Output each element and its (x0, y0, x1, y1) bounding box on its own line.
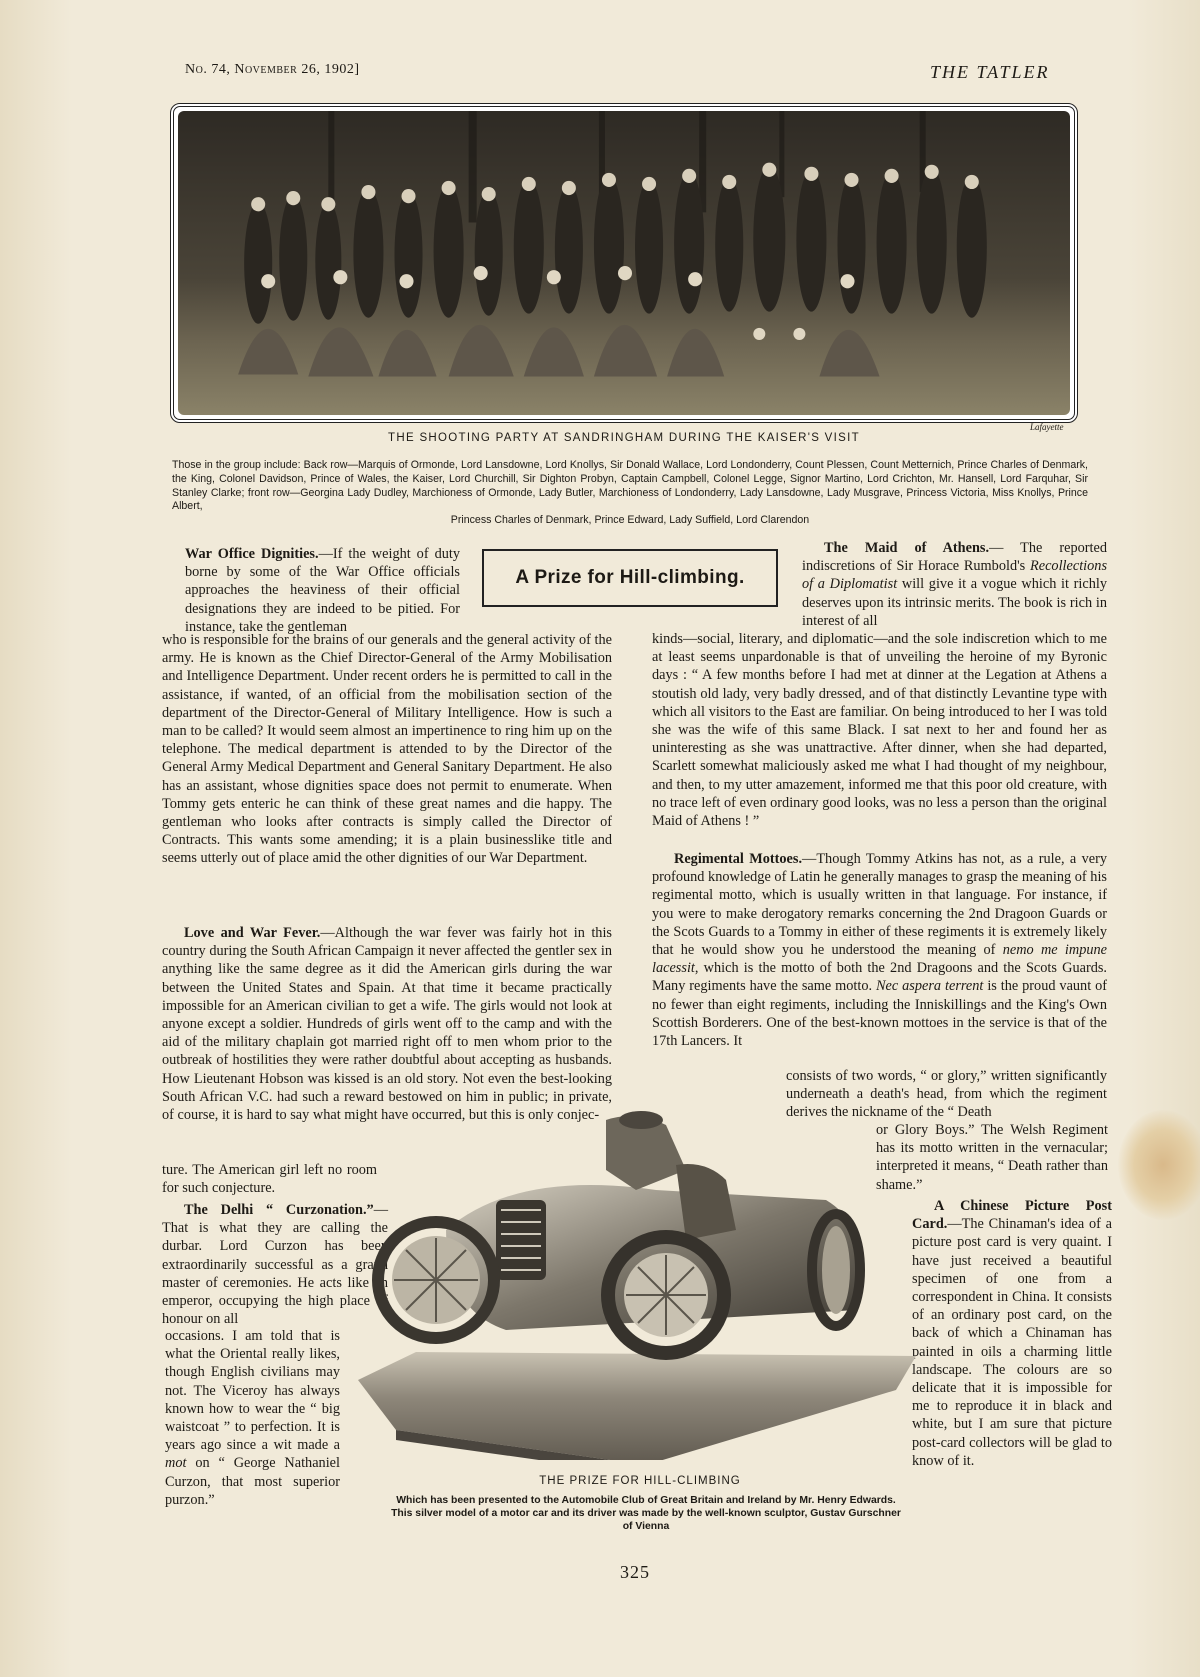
delhi-text-c: on “ George Nathaniel Curzon, that most superior purzon.” (165, 1455, 340, 1508)
mottoes-heading: Regimental Mottoes. (674, 851, 803, 867)
paper-stain (1118, 1110, 1200, 1220)
war-office-text-a: —If the weight of duty borne by some of the War Office officials approaches the heaviness of their official designations they are indeed to be pitied. For instance, take the gentleman (185, 546, 460, 635)
prize-caption-title: THE PRIZE FOR HILL-CLIMBING (539, 1475, 741, 1487)
maid-paragraph-cont: kinds—social, literary, and diplomatic—and the sole indiscretion which to me at least seems unpardonable is that of unveiling the heroine of my Byronic days : “ A few months before I had met at dinner at the Legation at Athens a stoutish old lady, very badly dressed, and of that distinctly Levantine type with which all visitors to the East are familiar. On being introduced to her I was told she was the wife of this same Black. I sat next to her and found her as uninteresting as she was unattractive. After dinner, when she had departed, Scarlett somewhat maliciously asked me what I had thought of my neighbour, and then, to my utter amazement, informed me that this poor old creature, with no trace left of even ordinary good looks, was no less a person than the original Maid of Athens ! ” (652, 631, 1107, 830)
group-photo-image (178, 111, 1070, 415)
love-war-text: —Although the war fever was fairly hot in this country during the South African Campaign it never affected the gentler sex in anything like the same degree as it did the American girls during the war between the United States and Spain. At that time it became practically impossible for an American civilian to get a wife. The girls would not look at anyone except a soldier. Hundreds of girls went off to the camp and with the aid of the military chaplain got married right off to men whom prior to the outbreak of hostilities they were rather doubtful about accepting as husbands. How Lieutenant Hobson was kissed is an old story. Not even the best-looking South African V.C. had such a reward bestowed on him in public; in private, of course, it is hard to say what might have occurred, but this is only conjec- (162, 925, 612, 1124)
photo-caption-title: THE SHOOTING PARTY AT SANDRINGHAM DURING THE KAISER'S VISIT (388, 432, 860, 444)
issue-date: No. 74, November 26, 1902] (185, 62, 360, 77)
prize-headline-box: A Prize for Hill-climbing. (482, 549, 778, 607)
prize-caption-body: Which has been presented to the Automobile Club of Great Britain and Ireland by Mr. Henry Edwards. This silver model of a motor car and its driver was made by the well-known sculptor, Gustav Gurschner of Vienna (391, 1495, 901, 1533)
war-office-paragraph-start (185, 545, 460, 636)
magazine-title: THE TATLER (930, 62, 1050, 82)
chinese-heading: A Chinese Picture Post Card. (912, 1198, 1112, 1233)
hill-climbing-trophy-photo (356, 1080, 924, 1460)
mottoes-wrap-a: consists of two words, “ or glory,” written significantly underneath a death's head, from which the regiment derives the nickname of the “ Death (786, 1068, 1107, 1121)
mottoes-text-a: —Though Tommy Atkins has not, as a rule, a very profound knowledge of Latin he generally manages to grasp the meaning of his regimental motto, which is usually written in that language. For instance, if you were to make derogatory remarks concerning the 2nd Dragoon Guards or the Scots Guards to a Tommy in either of these regiments it is extremely likely that he would show you he understood the meaning of (652, 851, 1107, 959)
war-office-paragraph-cont: who is responsible for the brains of our generals and the general activity of the army. He is known as the Chief Director-General of the Army Mobilisation and Intelligence Department. Under recent orders he is permitted to call in the assistance, if wanted, of an official from the mobilisation section of the department of the Director-General of Military Intelligence. How is such a man to be called? It would seem almost an impertinence to ring him up on the telephone. The medical department is attended to by the Director of the General Army Medical Department and General Sanitary Department. He also has an assistant, whose dignities space does not permit to enumerate. When Tommy gets enteric he can think of these great names and die happy. The gentleman who looks after contracts is simply called the Director of Contracts. This wants some amending; it is a plain businesslike title and seems utterly out of place amid the other dignities of our War Department. (162, 632, 612, 867)
caption-last-line: Princess Charles of Denmark, Prince Edward, Lady Suffield, Lord Clarendon (450, 514, 810, 527)
photo-credit: Lafayette (1030, 422, 1064, 432)
delhi-heading: The Delhi “ Curzonation.” (184, 1202, 374, 1218)
mottoes-paragraph (652, 850, 1107, 1050)
delhi-text-b: occasions. I am told that is what the Oriental really likes, though English civilians may not. The Viceroy has always known how to wear the “ big waistcoat ” to perfection. It is years ago since a wit made a (165, 1328, 340, 1454)
maid-text-b: will give it a vogue which it richly deserves upon its intrinsic merits. The book is rich in interest of all (802, 576, 1108, 629)
love-war-tail: ture. The American girl left no room for such conjecture. (162, 1162, 377, 1197)
mottoes-latin-1: nemo me impune lacessit (652, 942, 1107, 977)
photo-caption-body (172, 459, 1088, 528)
mottoes-text-c: is the proud vaunt of no fewer than eight regiments, including the Inniskillings and the King's Own Scottish Borderers. One of the best-known mottoes in the service is that of the 17th Lancers. It (652, 978, 1108, 1050)
maid-paragraph-start (802, 539, 1107, 630)
mottoes-latin-2: Nec aspera terrent (876, 978, 984, 995)
mottoes-wrap-b: or Glory Boys.” The Welsh Regiment has its motto written in the vernacular; interpreted it means, “ Death rather than shame.” (876, 1122, 1108, 1193)
delhi-text-a: — That is what they are calling the durbar. Lord Curzon has been extraordinarily successful as a grand master of ceremonies. He acts like an emperor, occupying the high place of honour on all (162, 1202, 388, 1328)
war-office-heading: War Office Dignities. (185, 546, 319, 562)
delhi-paragraph-start (162, 1201, 388, 1328)
caption-names: Those in the group include: Back row—Marquis of Ormonde, Lord Lansdowne, Lord Knollys, Sir Donald Wallace, Lord Londonderry, Count Plessen, Count Metternich, Prince Charles of Denmark, the King, Colonel Davidson, Prince of Wales, the Kaiser, Lord Churchill, Sir Dighton Probyn, Captain Campbell, Colonel Legge, Signor Martino, Lord Crichton, Mr. Hansell, Lord Farquhar, Sir Stanley Clarke; front row—Georgina Lady Dudley, Marchioness of Ormonde, Lady Butler, Marchioness of Londonderry, Lady Lansdowne, Lady Musgrave, Princess Victoria, Miss Knollys, Prince Albert, (172, 459, 1088, 513)
chinese-paragraph (912, 1197, 1112, 1470)
delhi-mot: mot (165, 1455, 187, 1472)
maid-heading: The Maid of Athens. (824, 540, 990, 556)
mottoes-text-b: , which is the motto of both the 2nd Dragoons and the Scots Guards. Many regiments have the same motto. (652, 960, 1107, 995)
maid-book-title: Recollections of a Diplomatist (802, 558, 1108, 593)
shooting-party-photo (170, 103, 1078, 423)
delhi-paragraph-cont (165, 1327, 340, 1509)
maid-text-a: — The reported indiscretions of Sir Horace Rumbold's (802, 540, 1108, 575)
page-number: 325 (620, 1562, 650, 1582)
love-war-heading: Love and War Fever. (184, 925, 321, 941)
chinese-text: —The Chinaman's idea of a picture post card is very quaint. I have just received a beautiful specimen of one from a correspondent in China. It consists of an ordinary post card, on the back of which a Chinaman has painted in oils a charming little landscape. The colours are so delicate that it is impossible for me to reproduce it in black and white, but I am sure that picture post-card collectors will be glad to know of it. (912, 1216, 1112, 1469)
silver-car-model-image (356, 1080, 924, 1460)
